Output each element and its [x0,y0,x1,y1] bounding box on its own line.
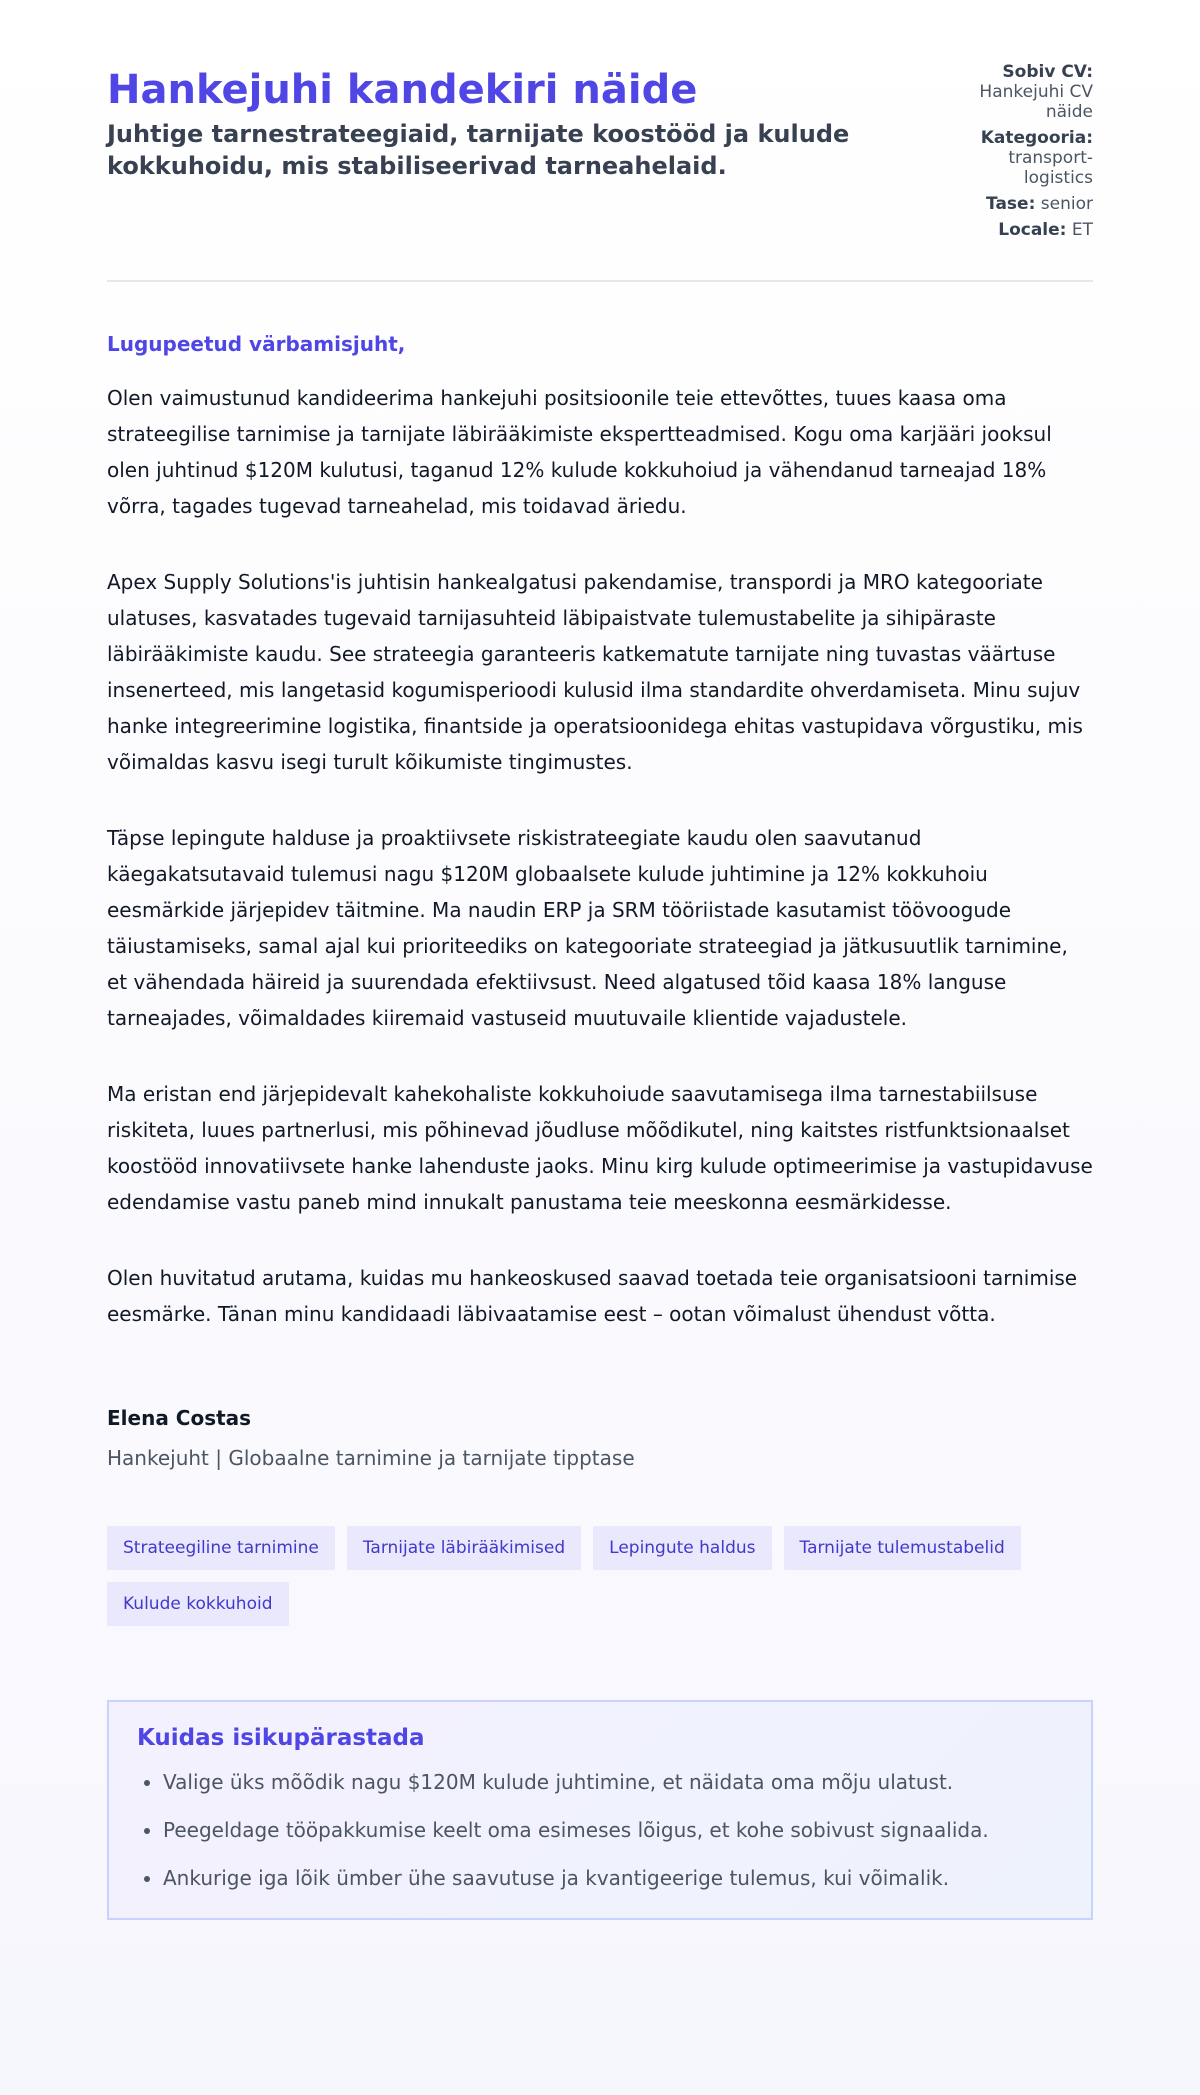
signature-name: Elena Costas [107,1406,252,1430]
meta-cv-label: Sobiv CV: [1002,62,1093,82]
letter-body [107,330,1093,1472]
meta-category-label: Kategooria: [980,128,1093,148]
header-titles [107,62,907,182]
letter-paragraph: Apex Supply Solutions'is juhtisin hankealgatusi pakendamise, transpordi ja MRO kategooriate ulatuses, kasvatades tugevaid tarnijasuhteid läbipaistvate tulemustabelite ja sihipäraste läbirääkimiste kaudu. See strateegia garanteeris katkematute tarnijate ning tuvastas väärtuse insenerteed, mis langetasid kogumisperioodi kulusid ilma standardite ohverdamiseta. Minu sujuv hanke integreerimine logistika, finantside ja operatsioonidega ehitas vastupidava võrgustiku, mis võimaldas kasvu isegi turult kõikumiste tingimustes. [107,570,1083,774]
meta-locale-value: ET [1071,220,1093,240]
meta-category [953,128,1093,188]
letter-paragraph: Täpse lepingute halduse ja proaktiivsete riskistrateegiate kaudu olen saavutanud käegakatsutavaid tulemusi nagu $120M globaalsete kulude juhtimine ja 12% kokkuhoiu eesmärkide järjepidev täitmine. Ma naudin ERP ja SRM tööriistade kasutamist töövoogude täiustamiseks, samal ajal kui prioriteediks on kategooriate strateegiad ja jätkusuutlik tarnimine, et vähendada häireid ja suurendada efektiivsust. Need algatused tõid kaasa 18% languse tarneajades, võimaldades kiiremaid vastuseid muutuvaile klientide vajadustele. [107,826,1068,1030]
meta-level-label: Tase: [986,194,1036,214]
skill-tag: Strateegiline tarnimine [107,1526,335,1570]
skill-tag: Kulude kokkuhoid [107,1582,289,1626]
meta-cv [953,62,1093,122]
letter-paragraph: Olen huvitatud arutama, kuidas mu hankeoskused saavad toetada teie organisatsiooni tarnimise eesmärke. Tänan minu kandidaadi läbivaatamise eest – ootan võimalust ühendust võtta. [107,1266,1078,1326]
meta-level-value: senior [1040,194,1093,214]
tip-item: • Peegeldage tööpakkumise keelt oma esimeses lõigus, et kohe sobivust signaalida. [163,1816,1063,1844]
tips-list [137,1768,1063,1892]
signature-role: Hankejuht | Globaalne tarnimine ja tarnijate tipptase [107,1446,635,1470]
personalization-tips [107,1700,1093,1920]
meta-locale [953,220,1093,240]
meta-locale-label: Locale: [998,220,1067,240]
page-header [107,62,1093,282]
meta-level [953,194,1093,214]
meta-panel [953,62,1093,246]
page-subtitle: Juhtige tarnestrateegiaid, tarnijate koostööd ja kulude kokkuhoidu, mis stabiliseerivad tarneahelaid. [107,120,850,180]
skill-tags [107,1526,1097,1626]
tip-item: • Ankurige iga lõik ümber ühe saavutuse ja kvantigeerige tulemus, kui võimalik. [163,1864,1063,1892]
skill-tag: Lepingute haldus [593,1526,771,1570]
skill-tag: Tarnijate tulemustabelid [784,1526,1021,1570]
meta-category-value: transport-logistics [1008,148,1093,188]
letter-paragraph: Olen vaimustunud kandideerima hankejuhi positsioonile teie ettevõttes, tuues kaasa oma strateegilise tarnimise ja tarnijate läbirääkimiste ekspertteadmised. Kogu oma karjääri jooksul olen juhtinud $120M kulutusi, taganud 12% kulude kokkuhoiud ja vähendanud tarneajad 18% võrra, tagades tugevad tarneahelad, mis toidavad äriedu. [107,386,1052,518]
meta-cv-value[interactable]: Hankejuhi CV näide [979,82,1093,122]
letter-paragraph: Ma eristan end järjepidevalt kahekohaliste kokkuhoiude saavutamisega ilma tarnestabiilsuse riskiteta, luues partnerlusi, mis põhinevad jõudluse mõõdikutel, ning kaitstes ristfunktsionaalset koostööd innovatiivsete hanke lahenduste jaoks. Minu kirg kulude optimeerimise ja vastupidavuse edendamise vastu paneb mind innukalt panustama teie meeskonna eesmärkidesse. [107,1082,1093,1214]
tips-title: Kuidas isikupärastada [137,1725,425,1751]
salutation: Lugupeetud värbamisjuht, [107,332,406,356]
skill-tag: Tarnijate läbirääkimised [347,1526,581,1570]
tip-item: • Valige üks mõõdik nagu $120M kulude juhtimine, et näidata oma mõju ulatust. [163,1768,1063,1796]
page-title: Hankejuhi kandekiri näide [107,67,698,113]
